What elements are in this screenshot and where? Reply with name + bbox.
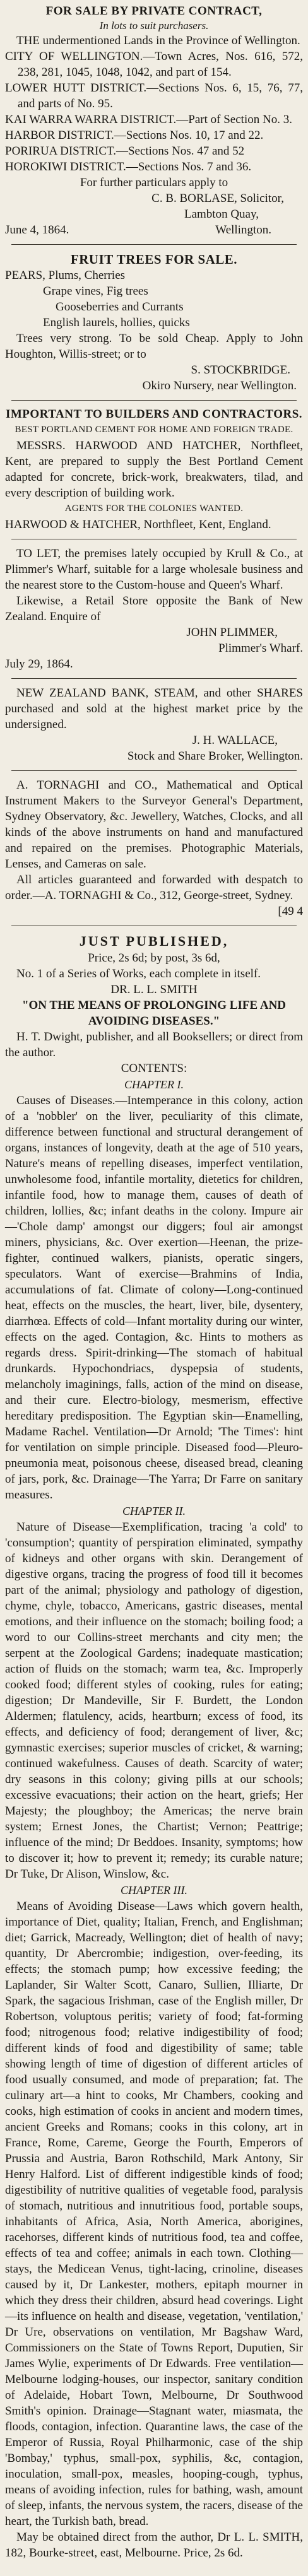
to-let-ad [5, 546, 303, 672]
divider [11, 244, 297, 245]
contents-heading: CONTENTS: [121, 1062, 187, 1075]
land-sale-ad [5, 4, 303, 238]
chapter-text: Causes of Diseases.—Intemperance in this colony, action of a 'nobbler' on the liver, peculiarity of this climate, difference between functional and structural derangement of organs, instances of longevity, death at the age of 510 years, Nature's means of repelling diseases, imperfect ventilation, unwholesome food, infantile mortality, dietetics for children, infantile food, how to manage them, causes of death of children, lollies, &c; infant deaths in the colony. Impure air—'Chole damp' amongst our diggers; foul air amongst miners, physicians, &c. Over exertion—Heenan, the prize-fighter, continued walkers, pianists, operatic singers, speculators. Want of exercise—Brahmins of India, accumulations of fat. Climate of colony—Long-continued heat, effects on the muscles, the heart, liver, bile, dysentery, diarrhœa. Effects of cold—Infant mortality during our winter, effects on the aged. Contagion, &c. Hints to mothers as regards dress. Spirit-drinking—The stomach of habitual drunkards. Hypochondriacs, dyspepsia of students, melancholy imaginings, falls, action of the mind on disease, and their cure. Electro-biology, mesmerism, effective hereditary predisposition. The Egyptian skin—Enamelling, Madame Rachel. Ventilation—Dr Arnold; 'The Times': hint for ventilation on simple principle. Diseased food—Pleuro-pneumonia meat, poisonous cheese, diseased bread, cleaning of jars, pork, &c. Drainage—The Yarra; Dr Farre on sanitary measures. [5, 1094, 303, 1502]
cement-ad [5, 407, 303, 532]
shares-ad [5, 685, 303, 764]
ad-title: FRUIT TREES FOR SALE. [70, 252, 238, 267]
land-line: HARBOR DISTRICT.—Sections Nos. 10, 17 and 22. [5, 129, 264, 142]
date: June 4, 1864. [5, 223, 69, 237]
chapter-heading: CHAPTER II. [122, 1505, 186, 1517]
tree-line: English laurels, hollies, quicks [43, 316, 190, 329]
fruit-trees-ad [5, 251, 303, 394]
apply-text: For further particulars apply to [80, 176, 228, 189]
chapter-heading: CHAPTER I. [124, 1078, 184, 1091]
agents-line: AGENTS FOR THE COLONIES WANTED. [64, 503, 244, 514]
publisher-line: H. T. Dwight, publisher, and all Booksellers; or direct from the author. [5, 1030, 303, 1059]
price-line: Price, 2s 6d; by post, 3s 6d, [88, 951, 220, 965]
ad-footer: HARWOOD & HATCHER, Northfleet, Kent, England. [5, 518, 271, 531]
divider [11, 400, 297, 401]
divider [11, 770, 297, 771]
signer: C. B. BORLASE, Solicitor, [151, 192, 284, 205]
ad-title: JUST PUBLISHED, [79, 933, 229, 949]
tree-line: PEARS, Plums, Cherries [5, 269, 126, 282]
address-line: Wellington. [215, 223, 271, 237]
land-line: LOWER HUTT DISTRICT.—Sections Nos. 6, 15, 76, 77, and parts of No. 95. [5, 81, 303, 110]
date: July 29, 1864. [5, 657, 73, 671]
ad-intro: No. 1 of a Series of Works, each complete in itself. [16, 967, 261, 980]
address-line: Plimmer's Wharf. [218, 642, 303, 655]
ad-reference: [49 4 [278, 905, 303, 918]
author-line: DR. L. L. SMITH [110, 983, 198, 996]
land-line: KAI WARRA WARRA DISTRICT.—Part of Section No. 3. [5, 113, 292, 126]
ad-body: TO LET, the premises lately occupied by Krull & Co., at Plimmer's Wharf, suitable for a large wholesale business and the nearest store to the Custom-house and Queen's Wharf. [5, 547, 303, 592]
signer: JOHN PLIMMER, [186, 626, 278, 639]
address-line: Lambton Quay, [184, 208, 259, 221]
ad-title: FOR SALE BY PRIVATE CONTRACT, [45, 4, 263, 18]
ad-body: Trees very strong. To be sold Cheap. Apply to John Houghton, Willis-street; or to [5, 332, 303, 361]
tree-line: Gooseberries and Currants [56, 300, 184, 314]
signer: S. STOCKBRIDGE. [191, 363, 290, 377]
ad-body: Likewise, a Retail Store opposite the Bank of New Zealand. Enquire of [5, 594, 303, 623]
tree-line: Grape vines, Fig trees [43, 285, 148, 298]
signer: J. H. WALLACE, [192, 734, 278, 747]
land-line: PORIRUA DISTRICT.—Sections Nos. 47 and 52 [5, 144, 245, 158]
date-row [5, 222, 303, 238]
ad-subtitle: BEST PORTLAND CEMENT FOR HOME AND FOREIGN TRADE. [15, 425, 293, 435]
ad-body: All articles guaranteed and forwarded with despatch to order.—A. TORNAGHI & Co., 312, George-street, Sydney. [5, 873, 303, 902]
book-ad [5, 932, 303, 2561]
land-line: CITY OF WELLINGTON.—Town Acres, Nos. 616, 572, 238, 281, 1045, 1048, 1042, and part of 154. [5, 50, 303, 79]
address-line: Okiro Nursery, near Wellington. [142, 379, 297, 392]
ad-title: IMPORTANT TO BUILDERS AND CONTRACTORS. [5, 408, 303, 421]
chapter-text: Means of Avoiding Disease—Laws which govern health, importance of Diet, quality; Italian, French, and Englishman; diet; Garrick, Macready, Wellington; diet of health of navy; quantity, Dr Abercrombie; indigestion, over-feeding, its effects; the stomach pump; how excessive feeding; the Laplander, Sir Walter Scott, Canaro, Sullien, Illiarte, Dr Spark, the sagacious Irishman, case of the English miller, Dr Robertson, voluptous peritis; variety of food; fat-forming food; nitrogenous food; relative indigestibility of food; different kinds of food and digestibility of same; table showing length of time of digestion of different articles of food usually consumed, and mode of preparation; fat. The culinary art—a hint to cooks, Mr Chambers, cooking and cooks, high estimation of cooks in ancient and modern times, ancient Greeks and Romans; cooks in this colony, art in France, Rome, Careme, George the Fourth, Emperors of Prussia and Austria, Baron Rothschild, Mark Antony, Sir Henry Halford. List of different indigestible kinds of food; digestibility of nutritive qualities of vegetable food, paralysis of stomach, nutritious and innutritious food, portable soups, inhabitants of Africa, Asia, North America, aborigines, racehorses, different kinds of nutritious food, tea and coffee, effects of tea and coffee; animals in each town. Clothing—stays, the Medicean Venus, tight-lacing, crinoline, diseases caused by it, Dr Lankester, mothers, epitaph mourner in which they dress their children, absurd head coverings. Light—its influence on health and disease, vegetation, 'ventilation,' Dr Ure, observations on ventilation, Mr Bagshaw Ward, Commissioners on the State of Towns Report, Duputien, Sir James Wylie, experiments of Dr Edwards. Free ventilation—Melbourne lodging-houses, our inspector, sanitary condition of Adelaide, Hobart Town, Melbourne, Dr Southwood Smith's opinion. Drainage—Stagnant water, miasmata, the floods, contagion, infection. Quarantine laws, the case of the Emperor of Russia, Royal Philharmonic, case of the ship 'Bombay,' typhus, small-pox, syphilis, &c, contagion, inoculation, small-pox, measles, hooping-cough, typhus, means of avoiding infection, rules for bathing, wash, amount of sleep, infants, the nervous system, the racers, disease of the heart, the Turkish bath, bread. [5, 1900, 303, 2528]
ad-intro: THE undermentioned Lands in the Province of Wellington. [16, 34, 300, 47]
land-line: HOROKIWI DISTRICT.—Sections Nos. 7 and 36. [5, 160, 252, 173]
chapter-text: Nature of Disease—Exemplification, tracing 'a cold' to 'consumption'; quantity of perspiration eliminated, sympathy of kidneys and other organs with skin. Derangement of digestive organs, tracing the progress of food till it becomes part of the animal; physiology and pathology of digestion, chyme, chyle, tobacco, Americans, gastric diseases, mental emotions, and their influence on the stomach; boiling food; a word to our Collins-street merchants and city men; the serpent at the Zoological Gardens; inadequate mastication; action of fluids on the stomach; warm tea, &c. Improperly cooked food; different styles of cooking, rules for eating; digestion; Dr Mandeville, Sir F. Burdett, the London Aldermen; flatulency, acids, heartburn; excess of food, its effects, and deficiency of food; derangement of liver, &c; gymnastic exercises; superior muscles of cricket, & warning; continued wakefulness. Causes of death. Scarcity of water; dry seasons in this colony; giving pills at our schools; excessive evacuations; their action on the heart, griefs; Her Majesty; the ploughboy; the Americas; the nerve brain system; Ernest Jones, the Chartist; Vernon; Peattrige; influence of the mind; Dr Beddoes. Insanity, symptoms; how to discover it; how to prevent it; remedy; its curable nature; Dr Tuke, Dr Alison, Winslow, &c. [5, 1520, 303, 1881]
ad-body: MESSRS. HARWOOD AND HATCHER, Northfleet, Kent, are prepared to supply the Best Portland Cement adapted for concrete, brick-work, breakwaters, tilad, and every description of building work. [5, 439, 303, 500]
book-title: "ON THE MEANS OF PROLONGING LIFE AND AVOIDING DISEASES." [21, 999, 287, 1028]
address-line: Stock and Share Broker, Wellington. [127, 750, 303, 763]
divider [11, 678, 297, 679]
ad-subtitle: In lots to suit purchasers. [99, 20, 209, 32]
ad-footer: May be obtained direct from the author, Dr L. L. SMITH, 182, Bourke-street, east, Melbourne. Price, 2s 6d. [5, 2531, 303, 2560]
ad-body: NEW ZEALAND BANK, STEAM, and other SHARES purchased and sold at the highest market price by the undersigned. [5, 686, 303, 731]
ad-body: A. TORNAGHI and CO., Mathematical and Optical Instrument Makers to the Surveyor General's Department, Sydney Observatory, &c. Jewellery, Watches, Clocks, and all kinds of the above instruments on hand and manufactured and repaired on the premises. Photographic Materials, Lenses, and Cameras on sale. [5, 779, 303, 871]
instrument-makers-ad [5, 777, 303, 919]
chapter-heading: CHAPTER III. [121, 1884, 187, 1897]
